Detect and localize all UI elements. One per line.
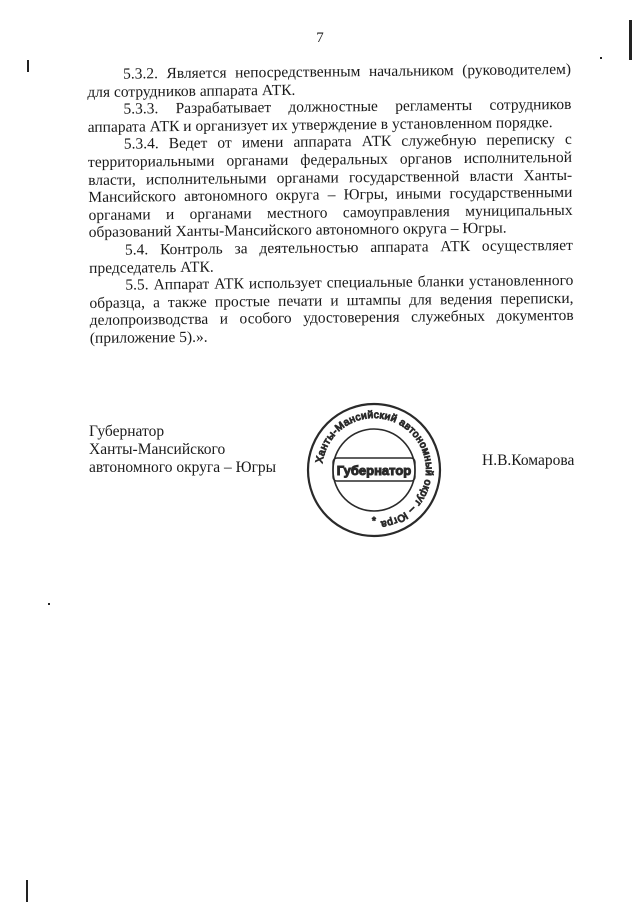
scan-edge-mark [26,880,28,902]
paragraph-5-3-3: 5.3.3. Разрабатывает должностные регламенты сотрудников аппарата АТК и организует их утверждение в установленном порядке. [87,96,572,136]
signatory-title-line: автономного округа – Югры [89,459,277,476]
signatory-name: Н.В.Комарова [482,452,575,469]
scan-edge-mark [629,20,632,60]
signatory-title-line: Губернатор [89,423,165,440]
scan-speck [48,603,50,605]
stamp-center-text: Губернатор [336,463,412,478]
signatory-title [89,423,276,477]
stamp-ring-text: Ханты-Мансийский автономный округ – Югра [314,409,435,530]
document-body [87,61,574,348]
scan-speck [600,57,602,59]
scan-edge-mark [27,60,29,72]
page-number: 7 [316,30,324,46]
official-stamp [302,398,446,542]
signatory-title-line: Ханты-Мансийского [89,441,226,458]
stamp-star-icon: * [372,516,376,527]
paragraph-5-5: 5.5. Аппарат АТК использует специальные бланки установленного образца, а также простые печати и штампы для ведения переписки, делопроизводства и особого удостоверения служебных документов (приложение 5).». [89,272,574,347]
paragraph-5-3-4: 5.3.4. Ведет от имени аппарата АТК служебную переписку с территориальными органами федеральных органов исполнительной власти, исполнительными органами государственной власти Ханты-Мансийского автономного округа – Югры, иными государственными органами и органами местного самоуправления муниципальных образований Ханты-Мансийского автономного округа – Югры. [87,131,573,242]
paragraph-5-4: 5.4. Контроль за деятельностью аппарата АТК осуществляет председатель АТК. [89,236,573,277]
paragraph-5-3-2: 5.3.2. Является непосредственным начальником (руководителем) для сотрудников аппарата АТК. [87,60,572,101]
